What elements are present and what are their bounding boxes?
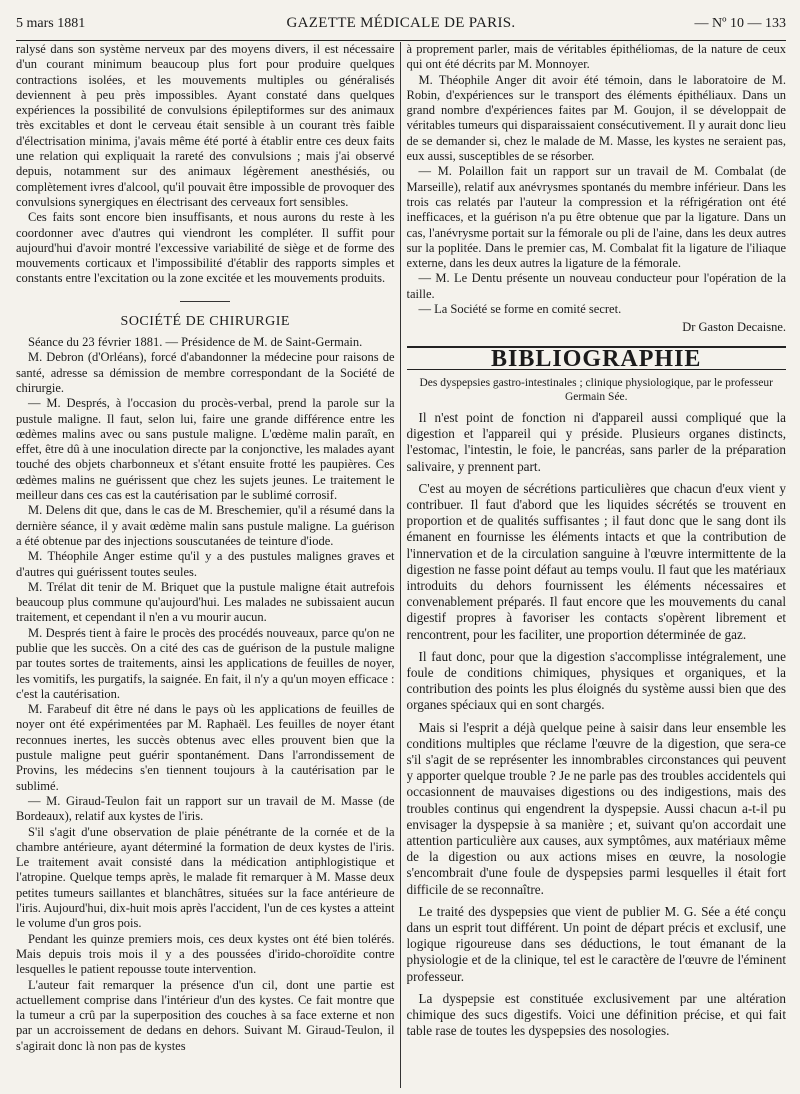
paragraph: Ces faits sont encore bien insuffisants, et nous aurons du reste à les coordonner avec d'autres qui viendront les compléter. Il suffit pour aujourd'hui d'avoir montré l'excessive variabilité de siège et de forme des mouvements corticaux et l'impossibilité d'établir des rapports simples et constants entre l'excitation ou la zone excitée et les mouvements produits. — [16, 210, 395, 286]
paragraph: ralysé dans son système nerveux par des moyens divers, il est nécessaire d'un courant minimum beaucoup plus fort pour produire quelques contractions isolées, et les mouvements multiples ou généralisés deviennent à peu près impossibles. Ayant constaté dans quelques expériences la possibilité de convulsions épileptiformes sur des animaux très excitables et dont le cerveau était sensible à un courant très faible d'électrisation minima, j'avais même été porté à établir entre ces deux faits une relation qui expliquait la rareté des convulsions ; mais j'ai observé depuis, notamment sur des animaux légèrement anesthésiés, ou complètement ivres d'alcool, qu'il pouvait être impossible de provoquer des convulsions synergiques en électrisant des cerveaux fort sensibles. — [16, 42, 395, 209]
header-rule — [16, 40, 786, 41]
journal-title: GAZETTE MÉDICALE DE PARIS. — [286, 15, 516, 31]
bibliography-heading: BIBLIOGRAPHIE — [407, 346, 787, 370]
paragraph: M. Théophile Anger dit avoir été témoin, dans le laboratoire de M. Robin, d'expériences sur le transport des éléments épithéliaux. Dans un grand nombre d'expériences faites par M. Goujon, il se développait de véritables tumeurs qui disparaissaient consécutivement. Il y aurait donc lieu de se demander si, chez le malade de M. Masse, les kystes ne seraient pas, eux aussi, susceptibles de se résorber. — [406, 72, 786, 164]
left-column — [16, 42, 395, 1088]
bibliography-subtitle: Des dyspepsies gastro-intestinales ; clinique physiologique, par le professeur Germain Sée. — [419, 376, 774, 403]
paragraph: C'est au moyen de sécrétions particulières que chacun d'eux vient y contribuer. Il faut d'abord que les liquides sécrétés se trouvent en proportion et de qualités suffisantes ; il faut donc que le sang dont ils émanent en fournisse les éléments intacts et que la contribution de l'innervation et de la circulation sanguine à l'œuvre intermittente de la digestion ne fasse point défaut au temps voulu. Il faut que les matériaux introduits du dehors fournissent les éléments nécessaires et convenablement préparés. Il faut encore que les mouvements du canal digestif propres à favoriser les contacts s'opèrent librement et rencontrent, pour les faciliter, une proportion déterminée de gaz. — [406, 480, 786, 642]
paragraph: Le traité des dyspepsies que vient de publier M. G. Sée a été conçu dans un esprit tout différent. Un point de départ précis et exclusif, une logique rigoureuse dans ses déductions, le tout émanant de la physiologie et de la clinique, tel est le caractère de l'œuvre de l'éminent professeur. — [406, 903, 786, 984]
right-column — [407, 42, 787, 1088]
paragraph: M. Farabeuf dit être né dans le pays où les applications de feuilles de noyer ont été expérimentées par M. Raphaël. Les feuilles de noyer étant reconnues inertes, les succès obtenus avec elles prouvent bien que la pustule maligne peut guérir spontanément. Dans l'arrondissement de Provins, les médecins s'en tiennent toujours à la cautérisation par le sublimé. — [16, 702, 395, 793]
article-columns — [16, 42, 786, 1088]
paragraph: M. Delens dit que, dans le cas de M. Breschemier, qu'il a résumé dans la dernière séance, il y avait œdème malin sans pustule maligne. La guérison a été obtenue par des injections souscutanées de teinture d'iode. — [16, 503, 395, 548]
paragraph: Pendant les quinze premiers mois, ces deux kystes ont été bien tolérés. Mais depuis trois mois il y a des poussées d'irido-choroïdite contre lesquelles le patient repousse toute intervention. — [16, 931, 395, 977]
paragraph: — M. Giraud-Teulon fait un rapport sur un travail de M. Masse (de Bordeaux), relatif aux kystes de l'iris. — [16, 793, 395, 824]
paragraph: — M. Le Dentu présente un nouveau conducteur pour l'opération de la taille. — [406, 271, 786, 301]
seance-line: Séance du 23 février 1881. — Présidence de M. de Saint-Germain. — [28, 335, 363, 350]
paragraph: M. Trélat dit tenir de M. Briquet que la pustule maligne était autrefois beaucoup plus commune qu'aujourd'hui. Les malades ne subissaient aucun traitement, et cependant il n'en a vu mourir aucun. — [16, 579, 395, 625]
paragraph: — La Société se forme en comité secret. — [418, 302, 622, 317]
section-title: SOCIÉTÉ DE CHIRURGIE — [120, 313, 290, 329]
masthead — [16, 12, 786, 34]
paragraph: M. Després tient à faire le procès des procédés nouveaux, parce qu'on ne publie que les succès. On a cité des cas de guérison de la pustule maligne par toutes sortes de traitements, ainsi les applications de feuilles de noyer, les vomitifs, les purgatifs, la saignée. En fait, il n'y a qu'un moyen efficace : c'est la cautérisation. — [16, 625, 395, 701]
paragraph: M. Théophile Anger estime qu'il y a des pustules malignes graves et d'autres qui guérissent toutes seules. — [16, 549, 395, 579]
paragraph: L'auteur fait remarquer la présence d'un cil, dont une partie est actuellement comprise dans l'intérieur d'un des kystes. Ce fait montre que la tumeur a crû par la superposition des couches à sa face externe et non par un accroissement de dedans en dehors. Suivant M. Giraud-Teulon, il s'agirait donc là non pas de kystes — [16, 977, 395, 1053]
paragraph: — M. Polaillon fait un rapport sur un travail de M. Combalat (de Marseille), relatif aux anévrysmes spontanés du membre inférieur. Dans les trois cas relatés par l'auteur la compression et la réfrigération ont été inefficaces, et la guérison n'a pu être obtenue que par la ligature. Dans un cas, l'anévrysme portait sur la fémorale ou pli de l'aine, dans les deux autres sur la poplitée. Dans le premier cas, M. Combalat fit la ligature de l'iliaque externe, dans les deux autres la ligature de la fémorale. — [406, 164, 786, 271]
section-divider — [180, 301, 230, 302]
paragraph: Il faut donc, pour que la digestion s'accomplisse intégralement, une foule de conditions chimiques, physiques et organiques, et la contribution des points les plus éloignés du système aussi bien que des organes spéciaux qui en sont chargés. — [406, 648, 786, 713]
column-divider — [400, 42, 401, 1088]
paragraph: La dyspepsie est constituée exclusivement par une altération chimique des sucs digestifs. Voici une définition précise, et qui fait table rase de toutes les dyspepsies des nosologies. — [406, 990, 786, 1039]
paragraph: S'il s'agit d'une observation de plaie pénétrante de la cornée et de la chambre antérieure, ayant déterminé la formation de deux kystes de l'iris. Le traitement avait consisté dans la médication antiphlogistique et l'atropine. Quelque temps après, le malade fit remarquer à M. Masse deux petites tumeurs saillantes et blanchâtres, situées sur la face antérieure de l'iris. Aujourd'hui, dix-huit mois après l'accident, l'un de ces kystes a atteint le volume d'un gros pois. — [16, 824, 395, 931]
issue-date: 5 mars 1881 — [16, 16, 86, 31]
bibliography-body — [407, 410, 787, 1040]
paragraph: M. Debron (d'Orléans), forcé d'abandonner la médecine pour raisons de santé, adresse sa démission de membre correspondant de la Société de chirurgie. — [16, 350, 395, 395]
paragraph: — M. Després, à l'occasion du procès-verbal, prend la parole sur la pustule maligne. Il faut, selon lui, faire une grande différence entre les œdèmes malins avec ou sans pustule maligne. L'œdème malin paraît, en effet, être dû à une inoculation directe par la conjonctive, les malades ayant touché des objets charbonneux et s'étant ensuite frotté les paupières. Ces œdèmes malins ne guérissent que chez les sujets jeunes. Le traitement le meilleur dans ces cas est la cautérisation par le sublimé corrosif. — [16, 396, 395, 503]
paragraph: à proprement parler, mais de véritables épithéliomas, de la nature de ceux qui ont été décrits par M. Monnoyer. — [406, 42, 786, 72]
issue-page-number: — Nº 10 — 133 — [694, 16, 786, 31]
paragraph: Il n'est point de fonction ni d'appareil aussi compliqué que la digestion et l'appareil qui y préside. Plusieurs organes distincts, l'estomac, l'intestin, le foie, le pancréas, sans parler de la préparation salivaire, y prennent part. — [406, 409, 786, 474]
paragraph: Mais si l'esprit a déjà quelque peine à saisir dans leur ensemble les conditions multiples que réclame l'œuvre de la digestion, que sera-ce s'il s'agit de se représenter les innombrables circonstances qui peuvent y apporter quelque trouble ? Je ne parle pas des troubles accidentels qui occasionnent de mauvaises digestions ou des indigestions, mais des troubles continus qui engendrent la dyspepsie. Aussi chacun a-t-il pu envisager la dyspepsie à sa manière ; et, suivant qu'on accordait une attention particulière aux causes, aux symptômes, aux matériaux même de la digestion ou aux actions mises en œuvre, la nosologie s'encombrait d'une foule de dyspepsies parmi lesquelles il était fort difficile de se reconnaître. — [406, 719, 786, 897]
author-signature: Dr Gaston Decaisne. — [682, 320, 786, 335]
